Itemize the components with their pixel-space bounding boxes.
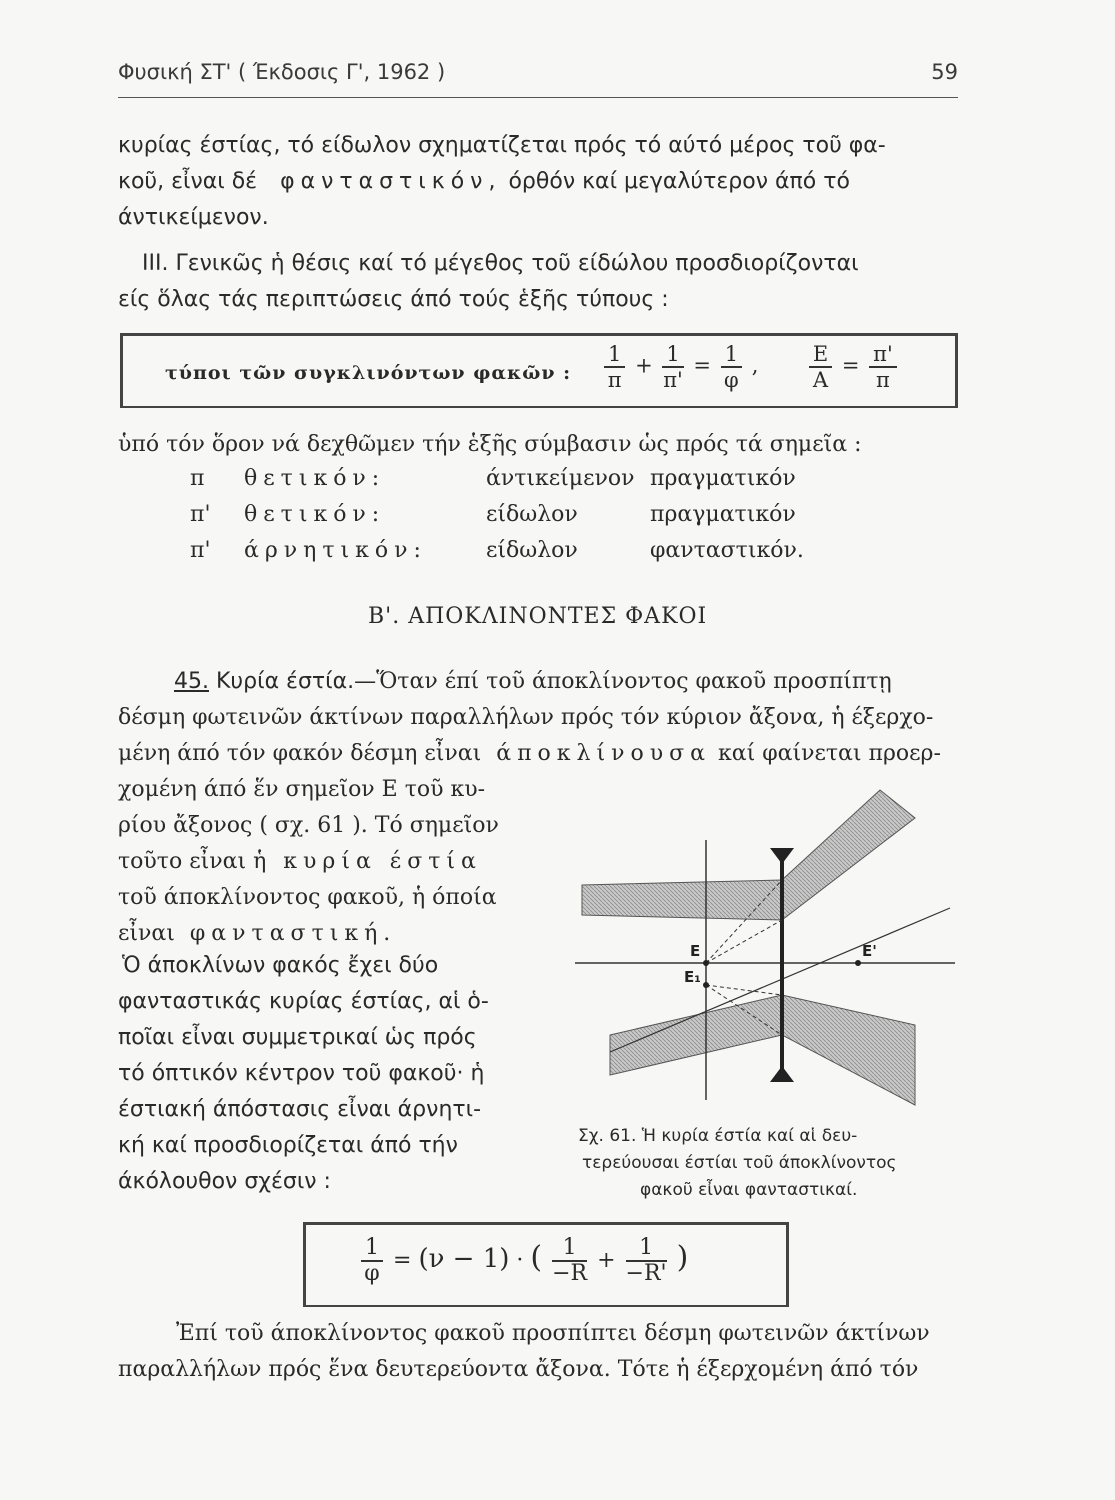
sign-convention-intro: ὑπό τόν ὅρον νά δεχθῶμεν τήν ἑξῆς σύμβασιν ὡς πρός τά σημεῖα :	[118, 432, 862, 457]
text-line: άντικείμενον.	[118, 205, 269, 230]
outgoing-lower-beam	[782, 995, 915, 1105]
fraction-1-over-minus-R-prime: $\frac{1}{-R'}$	[625, 1235, 667, 1286]
text-line: χομένη άπό ἕν σημεῖον Ε τοῦ κυ-	[118, 777, 486, 802]
paragraph-title: Κυρία έστία.	[216, 669, 355, 694]
incoming-upper-beam	[582, 880, 782, 920]
lens-equation	[601, 342, 900, 392]
focal-point-E-prime	[855, 960, 861, 966]
general-paragraph	[118, 246, 968, 320]
equals-sign: =	[841, 353, 860, 378]
header-rule	[118, 97, 958, 98]
text-line: κή καί προσδιορίζεται άπό τήν	[118, 1133, 458, 1158]
page-number: 59	[931, 60, 958, 84]
text-line	[174, 664, 892, 700]
sign-cell: θετικόν:	[244, 502, 386, 527]
kind-cell: φανταστικόν.	[650, 538, 804, 563]
fraction-1-over-pi-prime: $\frac{1}{\pi'}$	[663, 342, 683, 392]
symbol-cell: π'	[190, 502, 211, 527]
paren-close: )	[676, 1240, 689, 1275]
text-line: είς ὅλας τάς περιπτώσεις άπό τούς ἑξῆς τύπους :	[118, 287, 669, 312]
text-line: ρίου ἄξονος ( σχ. 61 ). Τό σημεῖον	[118, 813, 499, 838]
caption-line: τερεύουσαι έστίαι τοῦ άποκλίνοντος	[582, 1153, 897, 1173]
equals-sign: =	[693, 353, 712, 378]
text-line	[118, 844, 482, 880]
outgoing-upper-beam	[782, 790, 915, 920]
diverging-lens-formula-box	[303, 1222, 789, 1307]
text-line: Ἐπί τοῦ άποκλίνοντος φακοῦ προσπίπτει δέσμη φωτεινῶν άκτίνων	[176, 1321, 930, 1346]
incoming-lower-beam	[610, 995, 782, 1075]
object-cell: είδωλον	[486, 502, 578, 527]
paragraph-number: 45.	[174, 669, 209, 694]
section-heading: Β'. ΑΠΟΚΛΙΝΟΝΤΕΣ ΦΑΚΟΙ	[368, 604, 708, 629]
text-span: κοῦ, εἶναι δέ	[118, 169, 258, 194]
kind-cell: πραγματικόν	[650, 466, 796, 491]
converging-lens-formula-box	[120, 333, 958, 408]
virtual-ray	[706, 920, 782, 963]
emphasis-span: φανταστικόν,	[280, 169, 502, 194]
kind-cell: πραγματικόν	[650, 502, 796, 527]
focal-point-E	[703, 960, 709, 966]
formula-label: τύποι τῶν συγκλινόντων φακῶν :	[165, 362, 572, 384]
refractive-term: (ν − 1)	[418, 1244, 510, 1274]
intro-paragraph	[118, 128, 968, 238]
text-line: φανταστικάς κυρίας έστίας, αἱ ὁ-	[118, 989, 489, 1014]
emphasis-span: κυρία έστία	[283, 849, 482, 874]
figure-61	[570, 770, 960, 1120]
diverging-lens-diagram	[570, 770, 960, 1120]
emphasis-span: άποκλίνουσα	[496, 741, 711, 766]
symbol-cell: π	[190, 466, 205, 491]
text-span: μένη άπό τόν φακόν δέσμη εἶναι	[118, 741, 482, 766]
text-line: τοῦ άποκλίνοντος φακοῦ, ἡ όποία	[118, 885, 497, 910]
text-line	[118, 916, 396, 952]
dot-operator: ·	[516, 1248, 524, 1273]
running-header	[118, 60, 958, 84]
header-title: Φυσική ΣΤ' ( Έκδοσις Γ', 1962 )	[118, 60, 446, 84]
fraction-E-over-A: $\frac{E}{A}$	[809, 342, 832, 392]
text-line	[118, 164, 850, 200]
lens-top-arrow	[770, 848, 794, 864]
fraction-1-over-minus-R: $\frac{1}{-R}$	[552, 1235, 588, 1286]
sign-cell: άρνητικόν:	[244, 538, 427, 563]
object-cell: είδωλον	[486, 538, 578, 563]
text-line: παραλλήλων πρός ἕνα δευτερεύοντα ἄξονα. Τότε ἡ έξερχομένη άπό τόν	[118, 1357, 919, 1382]
caption-line: Σχ. 61. Ἡ κυρία έστία καί αἱ δευ-	[578, 1126, 858, 1146]
paragraph-focal-length	[118, 948, 558, 1200]
lens-bottom-arrow	[770, 1066, 794, 1082]
fraction-1-over-phi: $\frac{1}{\varphi}$	[361, 1236, 383, 1286]
emphasis-span: φανταστική.	[189, 921, 397, 946]
label-E1: Ε₁	[684, 968, 701, 986]
fraction-pi-prime-over-pi: $\frac{\pi'}{\pi}$	[869, 342, 897, 392]
object-cell: άντικείμενον	[486, 466, 635, 491]
sign-convention-table	[190, 466, 830, 576]
fraction-1-over-pi: $\frac{1}{\pi}$	[604, 342, 625, 392]
text-line	[118, 736, 941, 772]
comma: ,	[751, 353, 759, 378]
text-line: Ὁ άποκλίνων φακός ἔχει δύο	[122, 953, 439, 978]
text-span: καί φαίνεται προερ-	[717, 741, 941, 766]
text-line: έστιακή άπόστασις εἶναι άρνητι-	[118, 1097, 482, 1122]
text-span: εἶναι	[118, 921, 175, 946]
figure-caption	[578, 1123, 968, 1207]
virtual-ray	[706, 985, 782, 995]
text-span: —Ὅταν έπί τοῦ άποκλίνοντος φακοῦ προσπίπτῃ	[354, 669, 892, 694]
text-span: όρθόν καί μεγαλύτερον άπό τό	[508, 169, 850, 194]
text-line: ΙΙΙ. Γενικῶς ἡ θέσις καί τό μέγεθος τοῦ είδώλου προσδιορίζονται	[142, 251, 859, 276]
sign-cell: θετικόν:	[244, 466, 386, 491]
symbol-cell: π'	[190, 538, 211, 563]
paren-open: (	[530, 1240, 543, 1275]
equals-sign: =	[393, 1248, 412, 1273]
fraction-1-over-phi: $\frac{1}{\varphi}$	[721, 342, 742, 392]
text-span: τοῦτο εἶναι ἡ	[118, 849, 267, 874]
closing-paragraph	[118, 1316, 968, 1396]
text-line: κυρίας έστίας, τό είδωλον σχηματίζεται πρός τό αύτό μέρος τοῦ φα-	[118, 133, 886, 158]
plus-sign: +	[597, 1248, 616, 1273]
text-line: άκόλουθον σχέσιν :	[118, 1169, 331, 1194]
text-line: ποῖαι εἶναι συμμετρικαί ὡς πρός	[118, 1025, 477, 1050]
caption-line: φακοῦ εἶναι φανταστικαί.	[640, 1180, 858, 1200]
text-line: τό όπτικόν κέντρον τοῦ φακοῦ· ἡ	[118, 1061, 485, 1086]
label-E-prime: Ε'	[862, 942, 877, 960]
text-line: δέσμη φωτεινῶν άκτίνων παραλλήλων πρός τόν κύριον ἄξονα, ἡ έξερχο-	[118, 705, 934, 730]
focal-point-E1	[703, 982, 709, 988]
label-E: Ε	[690, 942, 701, 960]
plus-sign: +	[635, 353, 653, 378]
lensmaker-equation	[358, 1236, 688, 1286]
